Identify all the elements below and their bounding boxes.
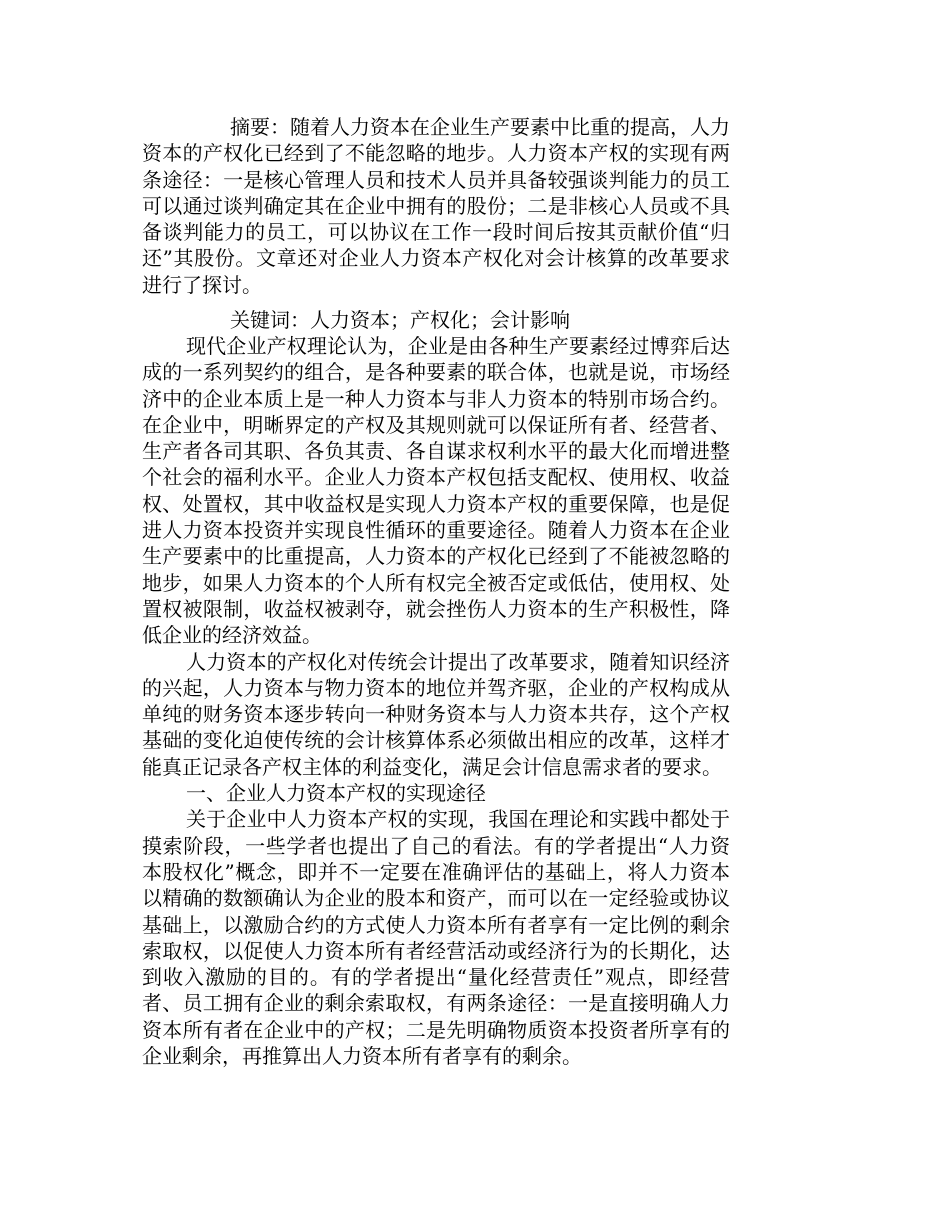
section-heading: 一、企业人力资本产权的实现途径 xyxy=(186,781,486,806)
abstract-paragraph: 摘要：随着人力资本在企业生产要素中比重的提高，人力资本的产权化已经到了不能忽略的地步。人力资本产权的实现有两条途径：一是核心管理人员和技术人员并具备较强谈判能力的员工可以通过谈判确定其在企业中拥有的股份；二是非核心人员或不具备谈判能力的员工，可以协议在工作一段时间后按其贡献价值“归还”其股份。文章还对企业人力资本产权化对会计核算的改革要求进行了探讨。 xyxy=(142,115,730,297)
keywords-line: 关键词：人力资本；产权化；会计影响 xyxy=(230,308,570,332)
body-paragraph: 关于企业中人力资本产权的实现，我国在理论和实践中都处于摸索阶段，一些学者也提出了自己的看法。有的学者提出“人力资本股权化”概念，即并不一定要在准确评估的基础上，将人力资本以精确的数额确认为企业的股本和资产，而可以在一定经验或协议基础上，以激励合约的方式使人力资本所有者享有一定比例的剩余索取权，以促使人力资本所有者经营活动或经济行为的长期化，达到收入激励的目的。有的学者提出“量化经营责任”观点，即经营者、员工拥有企业的剩余索取权，有两条途径：一是直接明确人力资本所有者在企业中的产权；二是先明确物质资本投资者所享有的企业剩余，再推算出人力资本所有者享有的剩余。 xyxy=(142,807,730,1069)
body-paragraph: 人力资本的产权化对传统会计提出了改革要求，随着知识经济的兴起，人力资本与物力资本的地位并驾齐驱，企业的产权构成从单纯的财务资本逐步转向一种财务资本与人力资本共存，这个产权基础的变化迫使传统的会计核算体系必须做出相应的改革，这样才能真正记录各产权主体的利益变化，满足会计信息需求者的要求。 xyxy=(142,649,730,779)
body-text xyxy=(142,333,730,1069)
body-paragraph: 现代企业产权理论认为，企业是由各种生产要素经过博弈后达成的一系列契约的组合，是各种要素的联合体，也就是说，市场经济中的企业本质上是一种人力资本与非人力资本的特别市场合约。在企业中，明晰界定的产权及其规则就可以保证所有者、经营者、生产者各司其职、各负其责、各自谋求权利水平的最大化而增进整个社会的福利水平。企业人力资本产权包括支配权、使用权、收益权、处置权，其中收益权是实现人力资本产权的重要保障，也是促进人力资本投资并实现良性循环的重要途径。随着人力资本在企业生产要素中的比重提高，人力资本的产权化已经到了不能被忽略的地步，如果人力资本的个人所有权完全被否定或低估，使用权、处置权被限制，收益权被剥夺，就会挫伤人力资本的生产积极性，降低企业的经济效益。 xyxy=(142,334,730,648)
